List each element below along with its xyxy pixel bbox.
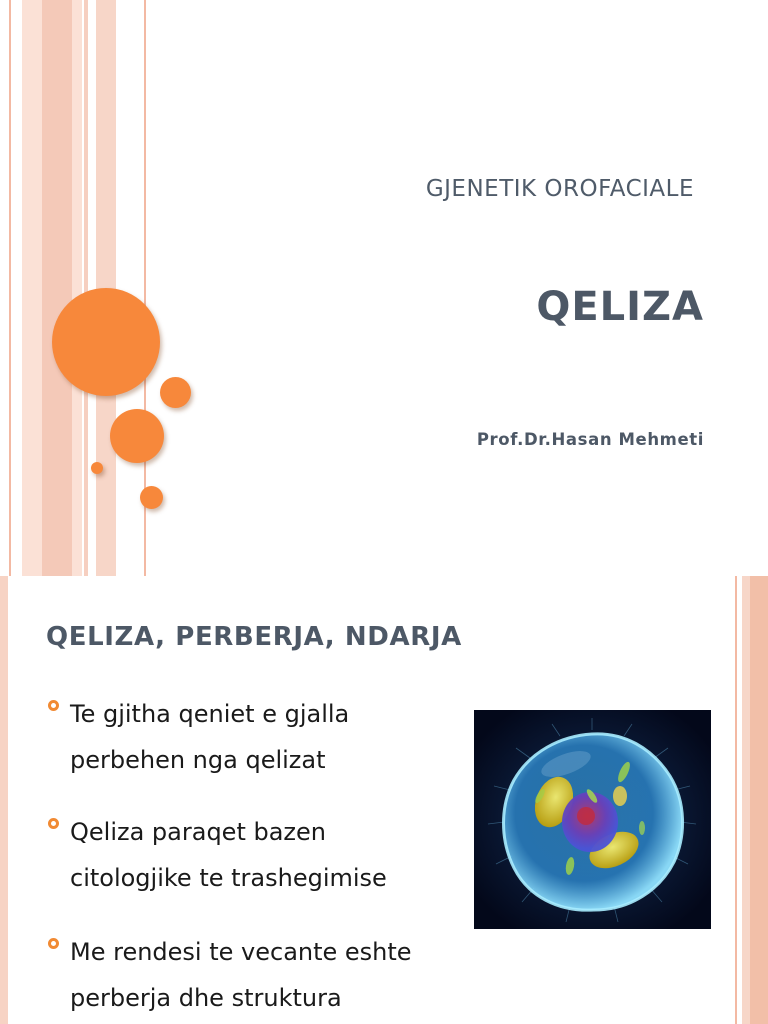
decor-stripe [750, 576, 768, 1024]
decor-circle-large [52, 288, 160, 396]
bullet-icon [48, 818, 59, 829]
bullet-icon [48, 938, 59, 949]
decor-stripe [22, 0, 42, 576]
decor-stripe [0, 576, 8, 1024]
decor-circle-medium [110, 409, 164, 463]
bullet-text: Me rendesi te vecante eshte perberja dhe struktura [70, 938, 412, 1012]
bullet-icon [48, 700, 59, 711]
decor-circle-small [160, 377, 191, 408]
decor-circle-small [140, 486, 163, 509]
bullet-text: Te gjitha qeniet e gjalla perbehen nga qelizat [70, 700, 350, 774]
decor-stripe [742, 576, 750, 1024]
content-slide [0, 576, 768, 1024]
decor-stripe [42, 0, 72, 576]
decor-stripe [84, 0, 88, 576]
decor-stripe [735, 576, 737, 1024]
decor-circle-tiny [91, 462, 103, 474]
decor-stripe [72, 0, 82, 576]
author-name: Prof.Dr.Hasan Mehmeti [476, 430, 704, 449]
slide-title: QELIZA [536, 284, 704, 330]
bullet-text: Qeliza paraqet bazen citologjike te trashegimise [70, 818, 387, 892]
slide-heading: QELIZA, PERBERJA, NDARJA [46, 622, 462, 652]
cell-picture [474, 710, 711, 929]
slide-subtitle: GJENETIK OROFACIALE [425, 176, 694, 202]
cell-illustration [474, 710, 711, 929]
decor-stripe [9, 0, 11, 576]
